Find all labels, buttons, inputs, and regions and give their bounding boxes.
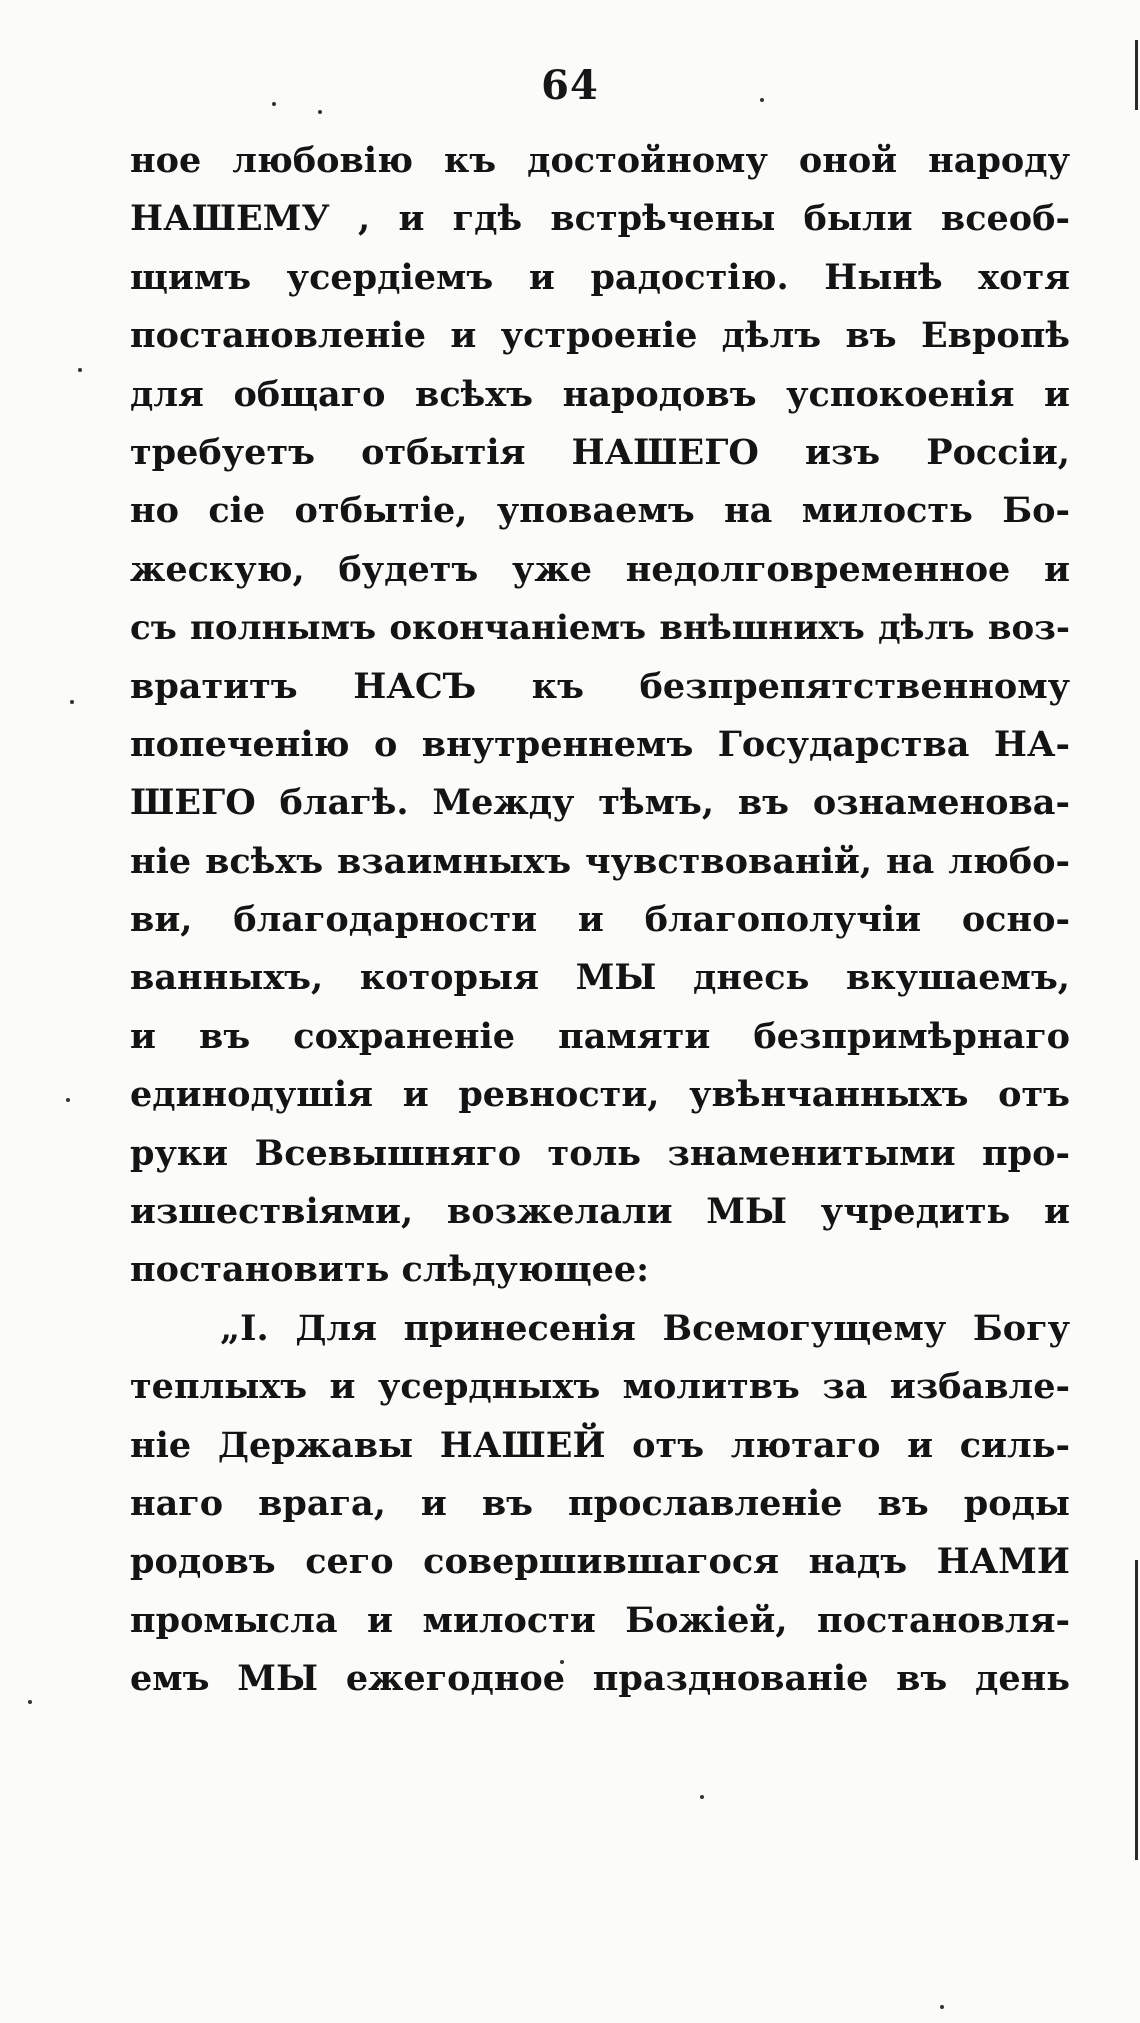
text-line: емъ МЫ ежегодное празднованіе въ день [130, 1658, 1070, 1700]
text-line: наго врага, и въ прославленіе въ роды [130, 1482, 1070, 1524]
paper-speck [70, 700, 74, 704]
text-line: промысла и милости Божіей, постановля- [130, 1599, 1070, 1641]
text-line: ви, благодарности и благополучіи осно- [130, 899, 1070, 941]
text-line: НАШЕМУ , и гдѣ встрѣчены были всеоб- [130, 198, 1070, 240]
text-line: теплыхъ и усердныхъ молитвъ за избавле- [130, 1366, 1070, 1408]
text-line: щимъ усердіемъ и радостію. Нынѣ хотя [130, 256, 1070, 298]
text-line: жескую, будетъ уже недолговременное и [130, 548, 1070, 590]
text-line: и въ сохраненіе памяти безпримѣрнаго [130, 1015, 1070, 1057]
text-line: вратитъ НАСЪ къ безпрепятственному [130, 665, 1070, 707]
page-number: 64 [541, 62, 599, 109]
paper-speck [78, 368, 82, 372]
text-line: для общаго всѣхъ народовъ успокоенія и [130, 373, 1070, 415]
text-line: требуетъ отбытія НАШЕГО изъ Россіи, [130, 431, 1070, 473]
text-line: но сіе отбытіе, уповаемъ на милость Бо- [130, 490, 1070, 532]
text-line: съ полнымъ окончаніемъ внѣшнихъ дѣлъ воз- [130, 608, 1070, 649]
text-line: ШЕГО благѣ. Между тѣмъ, въ ознаменова- [130, 782, 1070, 824]
paragraph-first-line: „I. Для принесенія Всемогущему Богу [220, 1307, 1070, 1349]
text-line: постановленіе и устроеніе дѣлъ въ Европѣ [130, 315, 1070, 357]
paper-speck [940, 2005, 944, 2009]
text-line: постановить слѣдующее: [130, 1249, 650, 1291]
text-line: попеченію о внутреннемъ Государства НА- [130, 723, 1070, 765]
text-line: ніе всѣхъ взаимныхъ чувствованій, на любо- [130, 840, 1070, 882]
text-line: родовъ сего совершившагося надъ НАМИ [130, 1541, 1070, 1583]
text-line: ніе Державы НАШЕЙ отъ лютаго и силь- [130, 1424, 1070, 1466]
text-line: руки Всевышняго толь знаменитыми про- [130, 1132, 1070, 1174]
paper-speck [700, 1795, 704, 1799]
paper-speck [28, 1700, 32, 1704]
body-text [130, 132, 1070, 1709]
page-edge-mark [1135, 1560, 1138, 1860]
paper-speck [318, 110, 322, 114]
text-line: ванныхъ, которыя МЫ днесь вкушаемъ, [130, 957, 1070, 999]
text-line: единодушія и ревности, увѣнчанныхъ отъ [130, 1074, 1070, 1116]
text-line: ное любовію къ достойному оной народу [130, 140, 1070, 181]
text-line: изшествіями, возжелали МЫ учредить и [130, 1191, 1070, 1233]
paper-speck [66, 1098, 70, 1102]
